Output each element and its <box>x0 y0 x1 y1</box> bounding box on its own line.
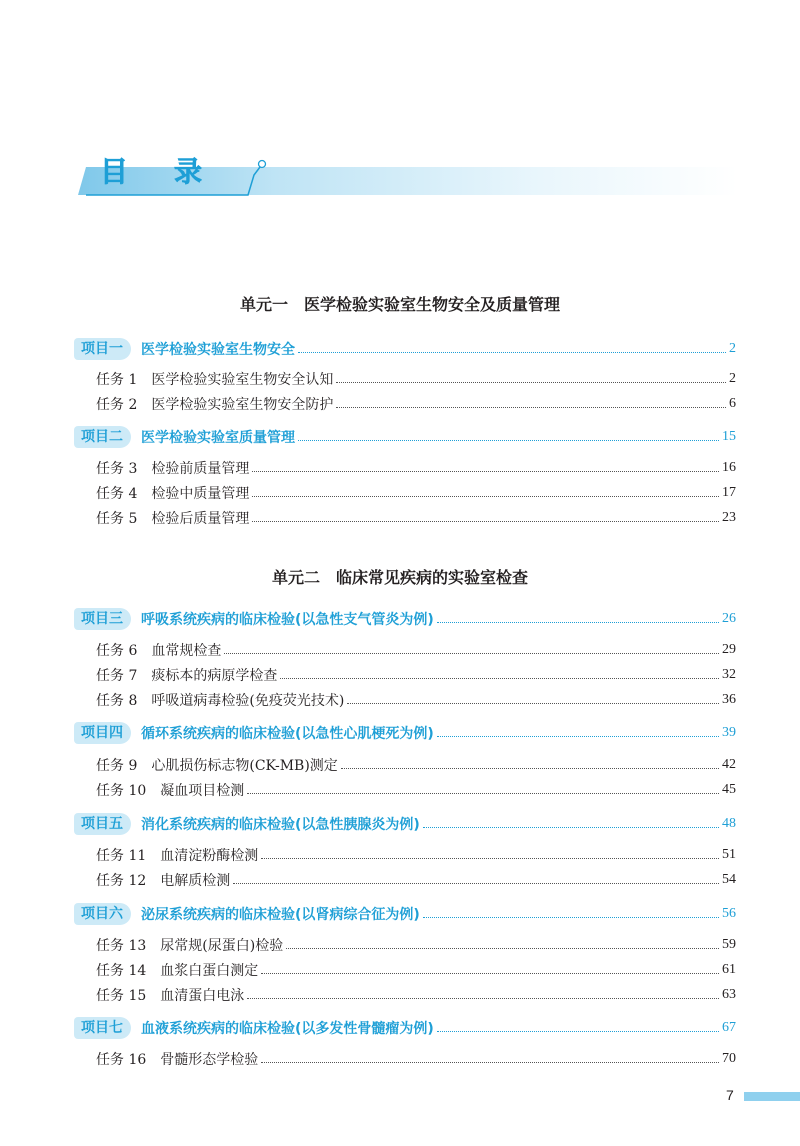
task-title: 呼吸道病毒检验(免疫荧光技术) <box>151 693 345 709</box>
project-title: 医学检验实验室质量管理 <box>141 430 295 446</box>
project-label: 项目一 <box>74 338 131 360</box>
task-title: 凝血项目检测 <box>160 783 245 799</box>
dot-leader <box>437 1031 719 1032</box>
task-number: 任务 6 <box>96 643 138 659</box>
dot-leader <box>252 521 719 522</box>
toc-task-entry[interactable] <box>96 457 736 479</box>
task-number: 任务 14 <box>96 963 147 979</box>
project-title: 循环系统疾病的临床检验(以急性心肌梗死为例) <box>141 726 434 742</box>
task-page-number: 45 <box>722 782 736 797</box>
page-title: 目录 <box>100 155 249 188</box>
task-number: 任务 3 <box>96 461 138 477</box>
unit-heading: 单元二 临床常见疾病的实验室检查 <box>271 568 528 587</box>
task-page-number: 23 <box>722 510 736 525</box>
dot-leader <box>286 948 719 949</box>
task-title: 痰标本的病原学检查 <box>151 668 278 684</box>
project-page-number: 15 <box>722 429 736 444</box>
dot-leader <box>247 793 719 794</box>
task-number: 任务 9 <box>96 758 138 774</box>
project-title: 泌尿系统疾病的临床检验(以肾病综合征为例) <box>141 907 420 923</box>
toc-title-banner <box>78 155 738 197</box>
task-page-number: 70 <box>722 1051 736 1066</box>
task-number: 任务 13 <box>96 938 147 954</box>
toc-project-entry[interactable] <box>74 425 736 449</box>
task-title: 血清淀粉酶检测 <box>160 848 259 864</box>
page-number: 7 <box>726 1087 734 1103</box>
toc-project-entry[interactable] <box>74 721 736 745</box>
task-number: 任务 4 <box>96 486 138 502</box>
toc-task-entry[interactable] <box>96 639 736 661</box>
dot-leader <box>247 998 719 999</box>
task-number: 任务 5 <box>96 511 138 527</box>
task-page-number: 36 <box>722 692 736 707</box>
task-title: 检验中质量管理 <box>151 486 250 502</box>
task-page-number: 61 <box>722 962 736 977</box>
dot-leader <box>336 407 726 408</box>
project-page-number: 2 <box>729 341 736 356</box>
toc-task-entry[interactable] <box>96 779 736 801</box>
task-number: 任务 15 <box>96 988 147 1004</box>
task-number: 任务 7 <box>96 668 138 684</box>
task-page-number: 17 <box>722 485 736 500</box>
task-title: 医学检验实验室生物安全认知 <box>151 372 334 388</box>
task-title: 尿常规(尿蛋白)检验 <box>160 938 284 954</box>
dot-leader <box>280 678 719 679</box>
dot-leader <box>423 827 719 828</box>
task-number: 任务 8 <box>96 693 138 709</box>
dot-leader <box>261 973 719 974</box>
toc-task-entry[interactable] <box>96 934 736 956</box>
dot-leader <box>298 352 726 353</box>
task-number: 任务 12 <box>96 873 147 889</box>
toc-project-entry[interactable] <box>74 812 736 836</box>
task-title: 骨髓形态学检验 <box>160 1052 259 1068</box>
project-page-number: 39 <box>722 725 736 740</box>
task-title: 血浆白蛋白测定 <box>160 963 259 979</box>
task-page-number: 16 <box>722 460 736 475</box>
page-number-bar <box>744 1092 800 1101</box>
dot-leader <box>437 622 719 623</box>
toc-project-entry[interactable] <box>74 337 736 361</box>
toc-task-entry[interactable] <box>96 844 736 866</box>
dot-leader <box>336 382 726 383</box>
dot-leader <box>423 917 719 918</box>
toc-project-entry[interactable] <box>74 607 736 631</box>
project-label: 项目二 <box>74 426 131 448</box>
toc-task-entry[interactable] <box>96 984 736 1006</box>
task-page-number: 6 <box>729 396 736 411</box>
toc-task-entry[interactable] <box>96 959 736 981</box>
toc-task-entry[interactable] <box>96 507 736 529</box>
toc-task-entry[interactable] <box>96 754 736 776</box>
dot-leader <box>341 768 719 769</box>
toc-task-entry[interactable] <box>96 368 736 390</box>
task-page-number: 32 <box>722 667 736 682</box>
toc-task-entry[interactable] <box>96 482 736 504</box>
dot-leader <box>261 1062 719 1063</box>
project-label: 项目六 <box>74 903 131 925</box>
toc-task-entry[interactable] <box>96 869 736 891</box>
task-number: 任务 1 <box>96 372 138 388</box>
task-number: 任务 16 <box>96 1052 147 1068</box>
toc-task-entry[interactable] <box>96 1048 736 1070</box>
toc-task-entry[interactable] <box>96 664 736 686</box>
toc-project-entry[interactable] <box>74 902 736 926</box>
project-label: 项目五 <box>74 813 131 835</box>
task-title: 血常规检查 <box>151 643 222 659</box>
task-page-number: 54 <box>722 872 736 887</box>
task-title: 检验前质量管理 <box>151 461 250 477</box>
dot-leader <box>347 703 719 704</box>
project-title: 消化系统疾病的临床检验(以急性胰腺炎为例) <box>141 817 420 833</box>
project-label: 项目三 <box>74 608 131 630</box>
task-title: 医学检验实验室生物安全防护 <box>151 397 334 413</box>
task-title: 心肌损伤标志物(CK-MB)测定 <box>151 758 338 774</box>
dot-leader <box>298 440 719 441</box>
project-page-number: 67 <box>722 1020 736 1035</box>
dot-leader <box>224 653 719 654</box>
task-page-number: 42 <box>722 757 736 772</box>
project-title: 呼吸系统疾病的临床检验(以急性支气管炎为例) <box>141 612 434 628</box>
project-page-number: 48 <box>722 816 736 831</box>
task-title: 检验后质量管理 <box>151 511 250 527</box>
project-label: 项目四 <box>74 722 131 744</box>
project-label: 项目七 <box>74 1017 131 1039</box>
task-page-number: 59 <box>722 937 736 952</box>
task-page-number: 2 <box>729 371 736 386</box>
task-page-number: 29 <box>722 642 736 657</box>
task-page-number: 51 <box>722 847 736 862</box>
toc-project-entry[interactable] <box>74 1016 736 1040</box>
project-title: 血液系统疾病的临床检验(以多发性骨髓瘤为例) <box>141 1021 434 1037</box>
task-page-number: 63 <box>722 987 736 1002</box>
task-number: 任务 10 <box>96 783 147 799</box>
task-number: 任务 11 <box>96 848 147 864</box>
dot-leader <box>437 736 719 737</box>
task-title: 电解质检测 <box>160 873 231 889</box>
dot-leader <box>252 496 719 497</box>
toc-task-entry[interactable] <box>96 393 736 415</box>
project-title: 医学检验实验室生物安全 <box>141 342 295 358</box>
task-number: 任务 2 <box>96 397 138 413</box>
task-title: 血清蛋白电泳 <box>160 988 245 1004</box>
project-page-number: 56 <box>722 906 736 921</box>
dot-leader <box>252 471 719 472</box>
unit-heading: 单元一 医学检验实验室生物安全及质量管理 <box>239 295 560 314</box>
dot-leader <box>233 883 719 884</box>
toc-task-entry[interactable] <box>96 689 736 711</box>
project-page-number: 26 <box>722 611 736 626</box>
dot-leader <box>261 858 719 859</box>
